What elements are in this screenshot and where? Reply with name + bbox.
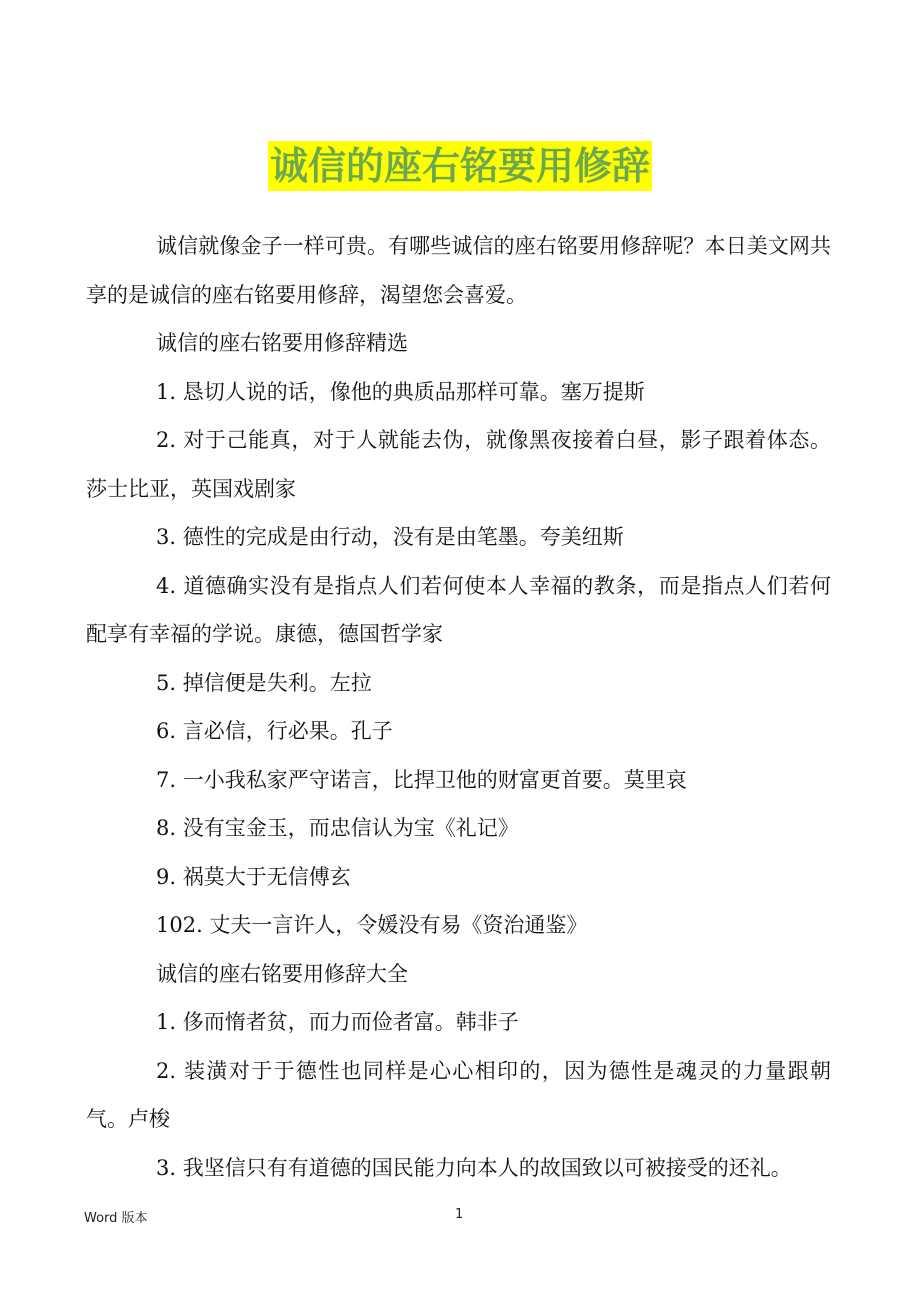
page-number: 1 [455,1207,464,1222]
document-title: 诚信的座右铭要用修辞 [268,141,652,191]
quote-item: 7. 一小我私家严守诺言，比捍卫他的财富更首要。莫里哀 [156,767,687,792]
quote-item: 2. 对于己能真，对于人就能去伪，就像黑夜接着白昼，影子跟着体态。莎士比亚，英国戏剧家 [86,428,831,501]
quote-item: 4. 道德确实没有是指点人们若何使本人幸福的教条，而是指点人们若何配享有幸福的学说。康德，德国哲学家 [86,573,831,646]
quote-item: 3. 我坚信只有有道德的国民能力向本人的故国致以可被接受的还礼。 [156,1155,792,1180]
quote-item: 1. 侈而惰者贫，而力而俭者富。韩非子 [156,1010,519,1034]
quote-item: 5. 掉信便是失利。左拉 [156,670,372,695]
quote-item: 102. 丈夫一言许人，令媛没有易《资治通鉴》 [156,913,588,937]
section-heading-selected: 诚信的座右铭要用修辞精选 [156,331,408,355]
quote-item: 2. 装潢对于于德性也同样是心心相印的，因为德性是魂灵的力量跟朝气。卢梭 [86,1058,831,1131]
quote-item: 6. 言必信，行必果。孔子 [156,719,393,743]
document-body [86,222,831,1192]
intro-paragraph: 诚信就像金子一样可贵。有哪些诚信的座右铭要用修辞呢？本日美文网共享的是诚信的座右铭要用修辞，渴望您会喜爱。 [86,234,831,307]
quote-item: 1. 恳切人说的话，像他的典质品那样可靠。塞万提斯 [156,379,645,404]
quote-item: 3. 德性的完成是由行动，没有是由笔墨。夸美纽斯 [156,525,624,549]
quote-item: 9. 祸莫大于无信傅玄 [156,864,351,889]
title-container [0,141,920,191]
footer-label: Word 版本 [84,1211,148,1226]
section-heading-complete: 诚信的座右铭要用修辞大全 [156,961,408,986]
quote-item: 8. 没有宝金玉，而忠信认为宝《礼记》 [156,816,519,840]
